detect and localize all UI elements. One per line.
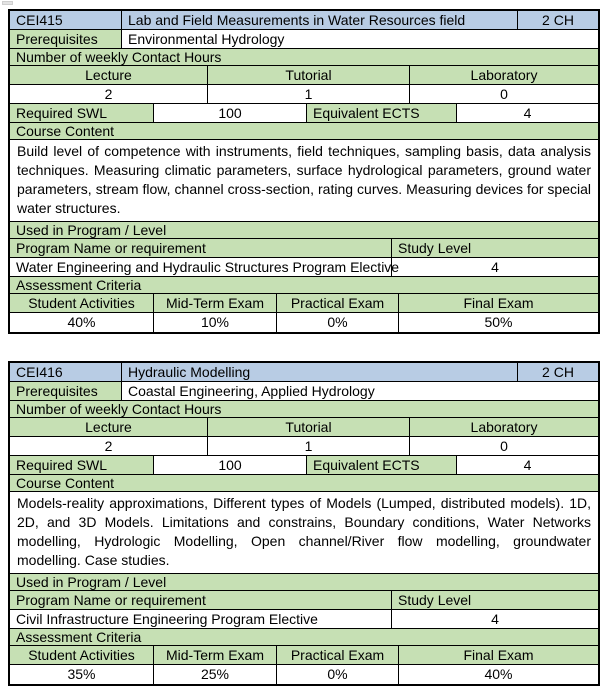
used-in-program-row: [10, 222, 598, 239]
final-exam-header: Final Exam: [399, 294, 598, 313]
equivalent-ects-value: 4: [457, 104, 598, 123]
credit-hours: 2 CH: [518, 363, 598, 382]
student-activities-value: 35%: [10, 665, 154, 684]
required-swl-value: 100: [154, 456, 307, 475]
prerequisites-row: [10, 30, 598, 49]
program-values-row: [10, 258, 598, 277]
final-exam-value: 50%: [484, 314, 513, 330]
laboratory-hours: 0: [410, 437, 598, 456]
course-content-header-row: [10, 475, 598, 492]
tutorial-hours: 1: [208, 85, 410, 104]
student-activities-header: Student Activities: [10, 646, 154, 665]
laboratory-header: Laboratory: [410, 66, 598, 85]
lecture-header: Lecture: [10, 418, 208, 437]
course-content-text: Models-reality approximations, Different types of Models (Lumped, distributed models). 1D, 2D, and 3D Models. Limitations and constrains, Boundary conditions, Water Networks modelling, Hydrologic Modelling, Open channel/River flow modelling, groundwater modelling. Case studies.: [10, 492, 598, 574]
contact-hours-header-row: [10, 401, 598, 418]
practical-exam-header: Practical Exam: [277, 646, 399, 665]
prerequisites-label: Prerequisites: [10, 382, 122, 401]
prerequisites-label: Prerequisites: [10, 30, 122, 49]
course-content-header: Course Content: [10, 475, 598, 492]
program-values-row: [10, 610, 598, 629]
course-header-row: [10, 11, 598, 30]
student-activities-value: 40%: [10, 313, 154, 332]
lecture-hours: 2: [10, 85, 208, 104]
laboratory-header: Laboratory: [410, 418, 598, 437]
course-code: CEI415: [10, 11, 122, 30]
practical-exam-value: 0%: [277, 313, 399, 332]
required-swl-label: Required SWL: [10, 104, 154, 123]
course-content-text: Build level of competence with instruments, field techniques, sampling basis, data analysis techniques. Measuring climatic parameters, surface hydrological parameters, ground water parameters, stream flow, channel cross-section, rating curves. Measuring devices for special water structures.: [10, 140, 598, 222]
course-content-row: [10, 492, 598, 574]
course-title: Lab and Field Measurements in Water Resources field: [122, 11, 518, 30]
contact-hours-header: Number of weekly Contact Hours: [10, 49, 598, 66]
equivalent-ects-label: Equivalent ECTS: [307, 456, 457, 475]
final-exam-value: 40%: [484, 666, 513, 682]
prerequisites-value: Environmental Hydrology: [122, 30, 598, 49]
mid-term-exam-value: 10%: [154, 313, 277, 332]
tutorial-hours: 1: [208, 437, 410, 456]
program-header-row: [10, 239, 598, 258]
program-name-value: Civil Infrastructure Engineering Program Elective: [10, 610, 392, 629]
program-name-value: Water Engineering and Hydraulic Structures Program Elective: [10, 258, 392, 277]
used-in-program-row: [10, 574, 598, 591]
assessment-criteria-header: Assessment Criteria: [10, 629, 598, 646]
final-exam-header: Final Exam: [399, 646, 598, 665]
equivalent-ects-value: 4: [457, 456, 598, 475]
mid-term-exam-header: Mid-Term Exam: [154, 646, 277, 665]
mid-term-exam-value: 25%: [154, 665, 277, 684]
used-in-program-header: Used in Program / Level: [10, 574, 598, 591]
assessment-criteria-header: Assessment Criteria: [10, 277, 598, 294]
lecture-header: Lecture: [10, 66, 208, 85]
student-activities-header: Student Activities: [10, 294, 154, 313]
study-level-header: Study Level: [392, 591, 598, 610]
course-content-row: [10, 140, 598, 222]
assessment-criteria-row: [10, 629, 598, 646]
course-content-header-row: [10, 123, 598, 140]
study-level-value: 4: [392, 258, 598, 277]
used-in-program-header: Used in Program / Level: [10, 222, 598, 239]
tutorial-header: Tutorial: [208, 418, 410, 437]
equivalent-ects-label: Equivalent ECTS: [307, 104, 457, 123]
program-header-row: [10, 591, 598, 610]
credit-hours: 2 CH: [518, 11, 598, 30]
program-name-header: Program Name or requirement: [10, 591, 392, 610]
contact-hours-header: Number of weekly Contact Hours: [10, 401, 598, 418]
mid-term-exam-header: Mid-Term Exam: [154, 294, 277, 313]
assessment-values-row: [10, 665, 598, 684]
course-content-header: Course Content: [10, 123, 598, 140]
assessment-criteria-row: [10, 277, 598, 294]
table-handle-artifact: [2, 1, 13, 5]
required-swl-label: Required SWL: [10, 456, 154, 475]
prerequisites-value: Coastal Engineering, Applied Hydrology: [122, 382, 598, 401]
assessment-headers-row: [10, 646, 598, 665]
course-header-row: [10, 363, 598, 382]
lecture-hours: 2: [10, 437, 208, 456]
prerequisites-row: [10, 382, 598, 401]
course-code: CEI416: [10, 363, 122, 382]
assessment-headers-row: [10, 294, 598, 313]
contact-hours-values-row: [10, 437, 598, 456]
course-title: Hydraulic Modelling: [122, 363, 518, 382]
assessment-values-row: [10, 313, 598, 332]
study-level-header: Study Level: [392, 239, 598, 258]
course-table-cei416: [8, 361, 600, 686]
practical-exam-value: 0%: [277, 665, 399, 684]
swl-ects-row: [10, 456, 598, 475]
contact-hours-labels-row: [10, 66, 598, 85]
study-level-value: 4: [392, 610, 598, 629]
contact-hours-labels-row: [10, 418, 598, 437]
course-table-cei415: [8, 9, 600, 334]
tutorial-header: Tutorial: [208, 66, 410, 85]
program-name-header: Program Name or requirement: [10, 239, 392, 258]
practical-exam-header: Practical Exam: [277, 294, 399, 313]
contact-hours-header-row: [10, 49, 598, 66]
contact-hours-values-row: [10, 85, 598, 104]
swl-ects-row: [10, 104, 598, 123]
required-swl-value: 100: [154, 104, 307, 123]
laboratory-hours: 0: [410, 85, 598, 104]
